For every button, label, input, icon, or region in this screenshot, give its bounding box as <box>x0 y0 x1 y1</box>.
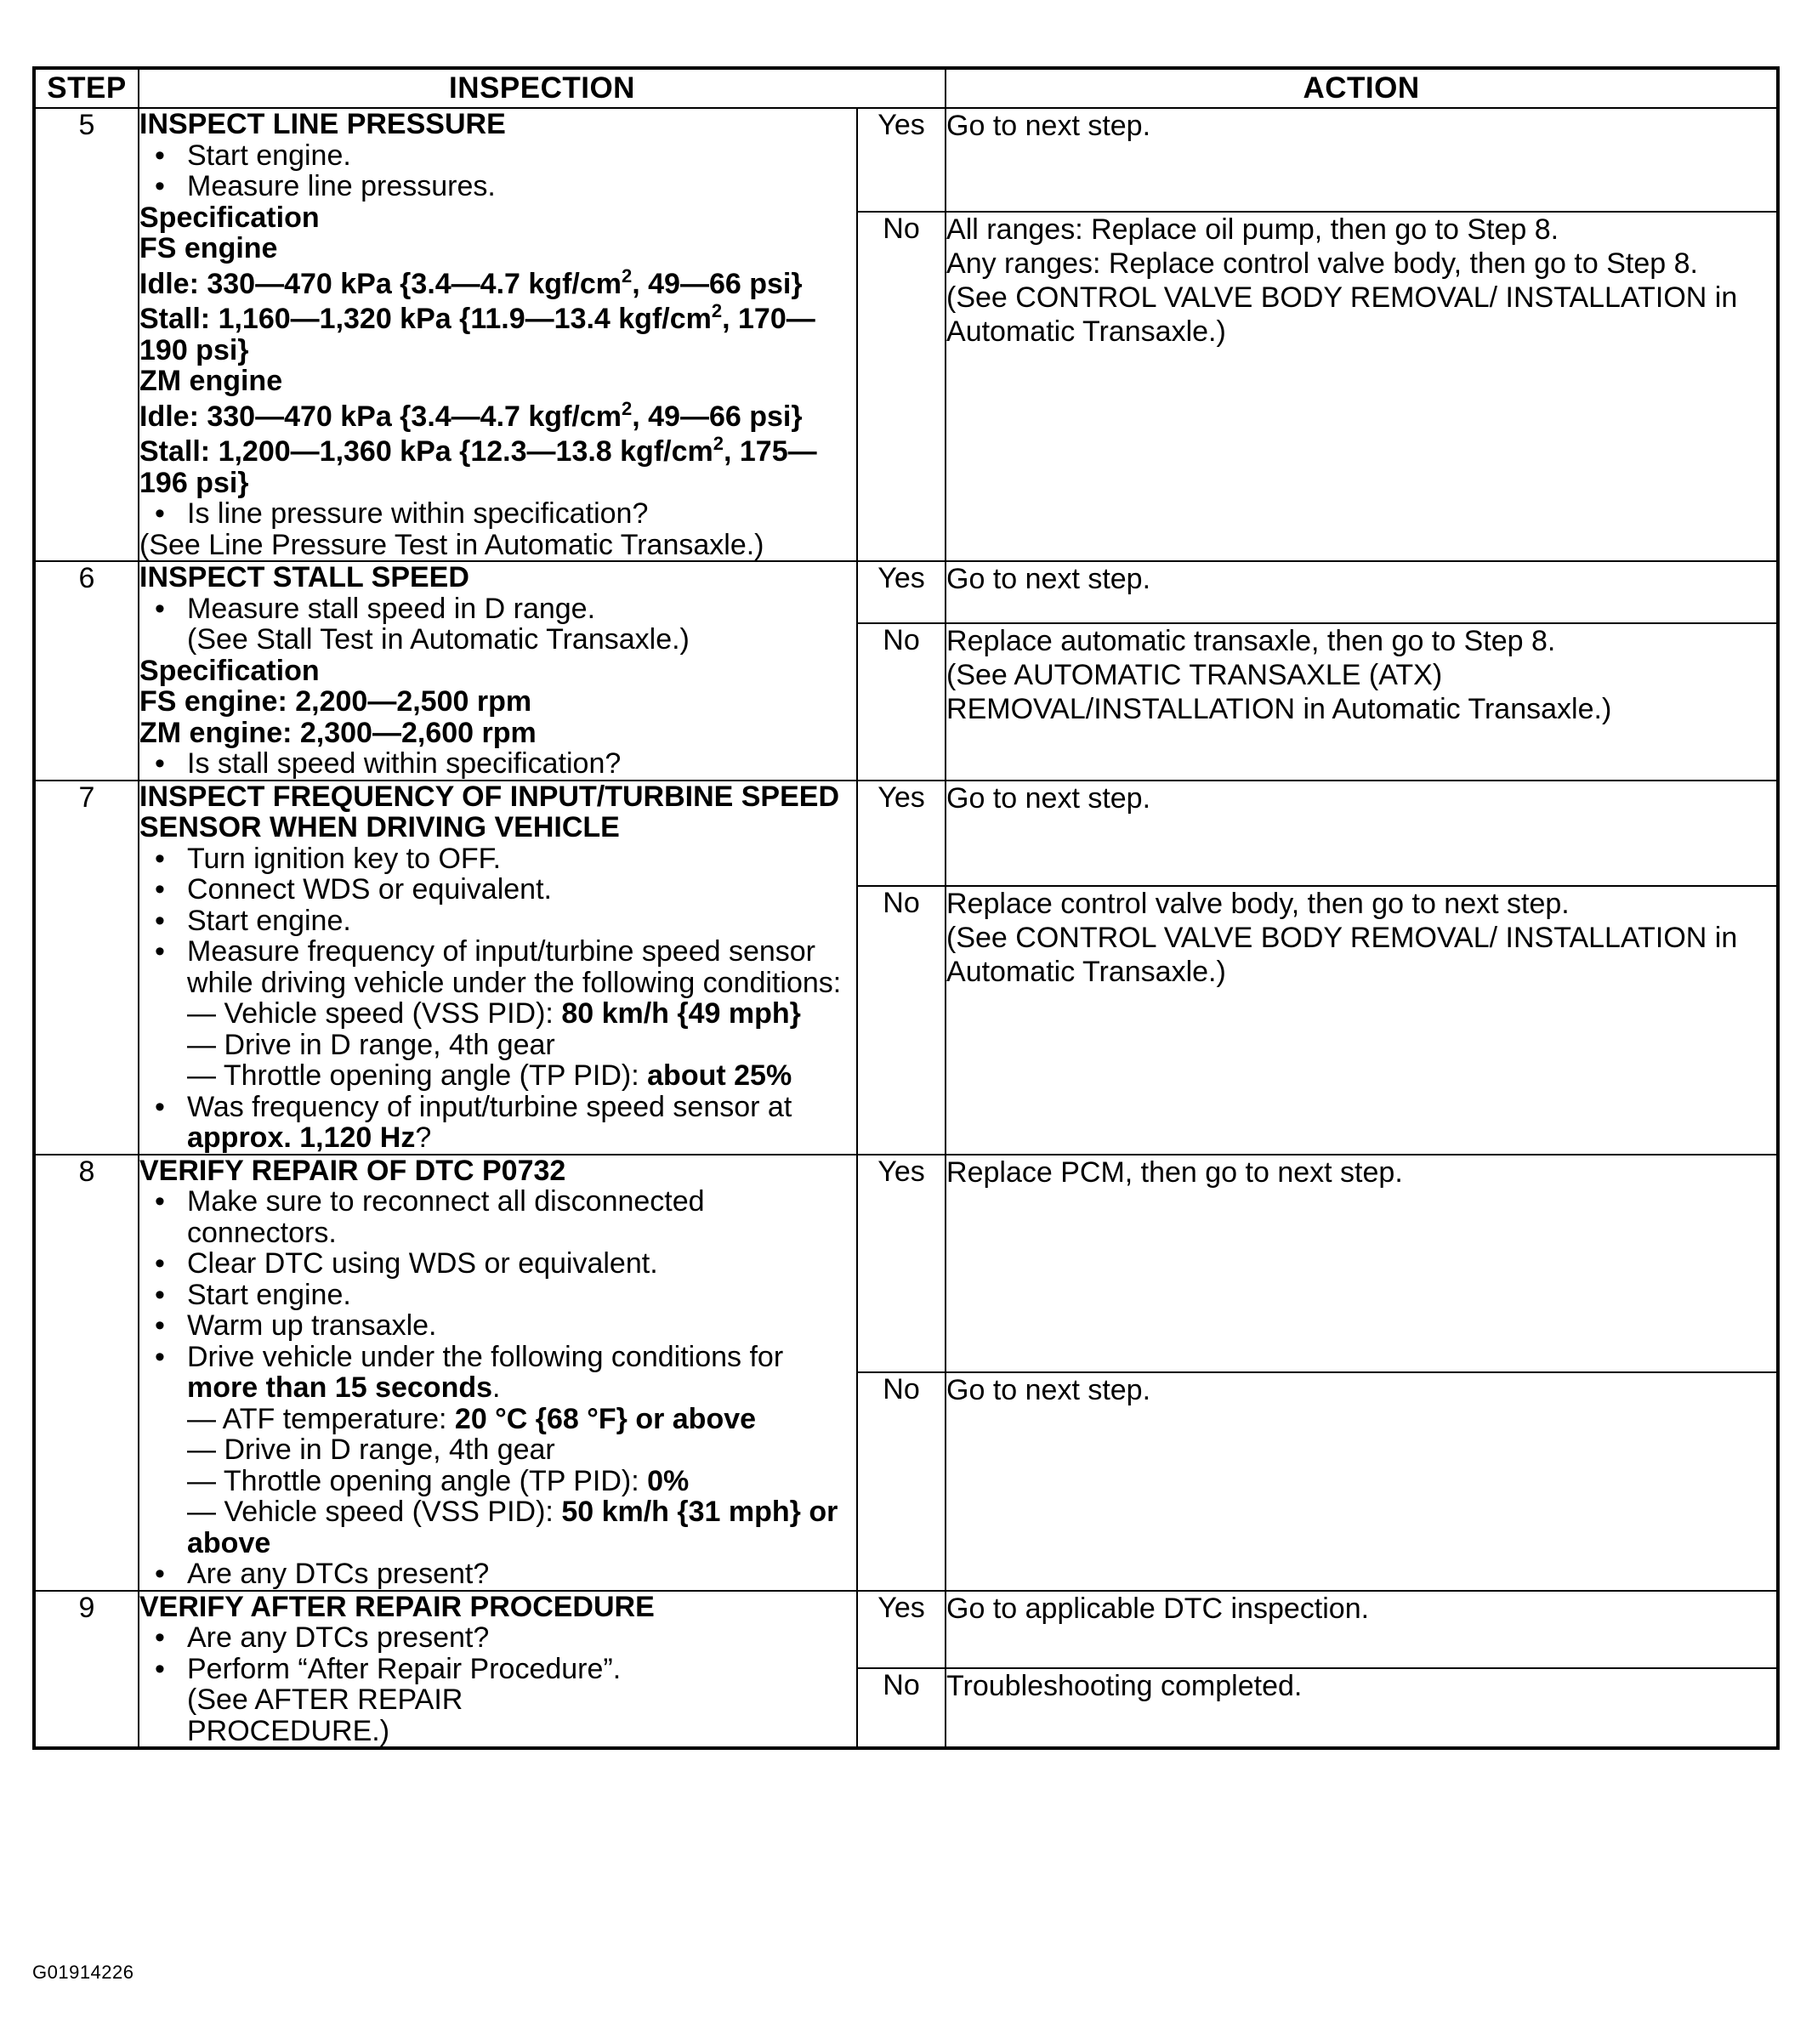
step-number: 6 <box>34 561 139 781</box>
no-action: Go to next step. <box>946 1372 1778 1591</box>
yes-label: Yes <box>857 108 946 212</box>
step-5-yes-row <box>34 108 1778 212</box>
no-label: No <box>857 1668 946 1748</box>
engine-label: ZM engine <box>139 365 283 397</box>
step-number: 7 <box>34 781 139 1155</box>
spec-label: Specification <box>139 201 320 234</box>
troubleshooting-sheet <box>32 66 1776 1750</box>
spec-value: Stall: 1,160—1,320 kPa {11.9—13.4 kgf/$cm^2$, 170—190 psi} <box>139 300 815 366</box>
step-5-inspection <box>139 108 857 561</box>
condition-item: — Drive in D range, 4th gear <box>187 1028 555 1061</box>
no-label: No <box>857 623 946 781</box>
yes-action: Go to next step. <box>946 781 1778 886</box>
step-title: VERIFY REPAIR OF DTC P0732 <box>139 1154 566 1187</box>
yes-action: Replace PCM, then go to next step. <box>946 1155 1778 1373</box>
yes-label: Yes <box>857 1155 946 1373</box>
step-7-inspection <box>139 781 857 1155</box>
spec-label: Specification <box>139 654 320 687</box>
step-6-yes-row <box>34 561 1778 623</box>
step-number: 5 <box>34 108 139 561</box>
no-action: Troubleshooting completed. <box>946 1668 1778 1748</box>
step-8-inspection <box>139 1155 857 1591</box>
bullet-item: • Measure stall speed in D range. <box>139 593 856 625</box>
step-9-inspection <box>139 1591 857 1749</box>
bullet-item: • Are any DTCs present? <box>139 1622 856 1654</box>
spec-value: Idle: 330—470 kPa {3.4—4.7 kgf/$cm^2$, 49—66 psi} <box>139 397 803 433</box>
diagnostic-table <box>32 66 1780 1750</box>
bullet-item: • Turn ignition key to OFF. <box>139 843 856 875</box>
header-action: ACTION <box>946 68 1778 108</box>
reference-note: (See AFTER REPAIR <box>187 1683 463 1716</box>
question: • Is stall speed within specification? <box>139 748 856 780</box>
spec-value: Stall: 1,200—1,360 kPa {12.3—13.8 kgf/$cm^2$, 175—196 psi} <box>139 433 817 499</box>
reference-note: (See Stall Test in Automatic Transaxle.) <box>187 623 690 656</box>
condition-item: — Throttle opening angle (TP PID): about 25% <box>187 1059 792 1092</box>
condition-item: — ATF temperature: 20 °C {68 °F} or above <box>187 1402 757 1435</box>
step-9-yes-row <box>34 1591 1778 1669</box>
bullet-item: • Clear DTC using WDS or equivalent. <box>139 1248 856 1280</box>
bullet-item: • Warm up transaxle. <box>139 1310 856 1342</box>
bullet-item: • Start engine. <box>139 140 856 172</box>
step-6-inspection <box>139 561 857 781</box>
reference-note: PROCEDURE.) <box>187 1714 390 1747</box>
yes-action: Go to next step. <box>946 108 1778 212</box>
yes-label: Yes <box>857 1591 946 1669</box>
header-row <box>34 68 1778 108</box>
step-title: INSPECT FREQUENCY OF INPUT/TURBINE SPEED SENSOR WHEN DRIVING VEHICLE <box>139 780 840 843</box>
bullet-item: • Start engine. <box>139 1280 856 1311</box>
step-title: INSPECT LINE PRESSURE <box>139 108 506 140</box>
bullet-item: • Measure frequency of input/turbine speed sensor while driving vehicle under the following conditions: <box>139 936 856 998</box>
question: • Was frequency of input/turbine speed sensor at approx. 1,120 Hz? <box>139 1092 856 1154</box>
yes-label: Yes <box>857 561 946 623</box>
spec-value: ZM engine: 2,300—2,600 rpm <box>139 716 537 749</box>
spec-value: Idle: 330—470 kPa {3.4—4.7 kgf/$cm^2$, 49—66 psi} <box>139 264 803 300</box>
no-action: All ranges: Replace oil pump, then go to Step 8. Any ranges: Replace control valve body, then go to Step 8. (See CONTROL VALVE BODY REMOVAL/ INSTALLATION in Automatic Transaxle.) <box>946 212 1778 561</box>
step-title: VERIFY AFTER REPAIR PROCEDURE <box>139 1590 655 1623</box>
no-action: Replace automatic transaxle, then go to Step 8. (See AUTOMATIC TRANSAXLE (ATX) REMOVAL/INSTALLATION in Automatic Transaxle.) <box>946 623 1778 781</box>
question: • Are any DTCs present? <box>139 1559 856 1590</box>
no-label: No <box>857 1372 946 1591</box>
bullet-item: • Perform “After Repair Procedure”. <box>139 1654 856 1685</box>
yes-action: Go to applicable DTC inspection. <box>946 1591 1778 1669</box>
step-number: 8 <box>34 1155 139 1591</box>
bullet-item: • Measure line pressures. <box>139 171 856 202</box>
condition-item: — Throttle opening angle (TP PID): 0% <box>187 1464 690 1497</box>
header-inspection: INSPECTION <box>139 68 946 108</box>
condition-item: — Drive in D range, 4th gear <box>187 1434 555 1466</box>
yes-action: Go to next step. <box>946 561 1778 623</box>
engine-label: FS engine <box>139 232 278 264</box>
step-title: INSPECT STALL SPEED <box>139 561 469 593</box>
question: • Is line pressure within specification? <box>139 498 856 530</box>
bullet-item: • Connect WDS or equivalent. <box>139 874 856 906</box>
step-8-yes-row <box>34 1155 1778 1373</box>
no-action: Replace control valve body, then go to next step. (See CONTROL VALVE BODY REMOVAL/ INSTALLATION in Automatic Transaxle.) <box>946 886 1778 1155</box>
yes-label: Yes <box>857 781 946 886</box>
spec-value: FS engine: 2,200—2,500 rpm <box>139 685 532 718</box>
step-7-yes-row <box>34 781 1778 886</box>
condition-item: — Vehicle speed (VSS PID): 80 km/h {49 mph} <box>187 997 801 1030</box>
figure-id: G01914226 <box>32 1962 134 1983</box>
no-label: No <box>857 212 946 561</box>
step-number: 9 <box>34 1591 139 1749</box>
reference-note: (See Line Pressure Test in Automatic Transaxle.) <box>139 528 764 561</box>
no-label: No <box>857 886 946 1155</box>
bullet-item: • Make sure to reconnect all disconnected connectors. <box>139 1186 856 1248</box>
bullet-item: • Drive vehicle under the following conditions for more than 15 seconds. <box>139 1342 856 1404</box>
header-step: STEP <box>34 68 139 108</box>
condition-item: — Vehicle speed (VSS PID): 50 km/h {31 mph} or above <box>187 1496 838 1559</box>
bullet-item: • Start engine. <box>139 906 856 937</box>
